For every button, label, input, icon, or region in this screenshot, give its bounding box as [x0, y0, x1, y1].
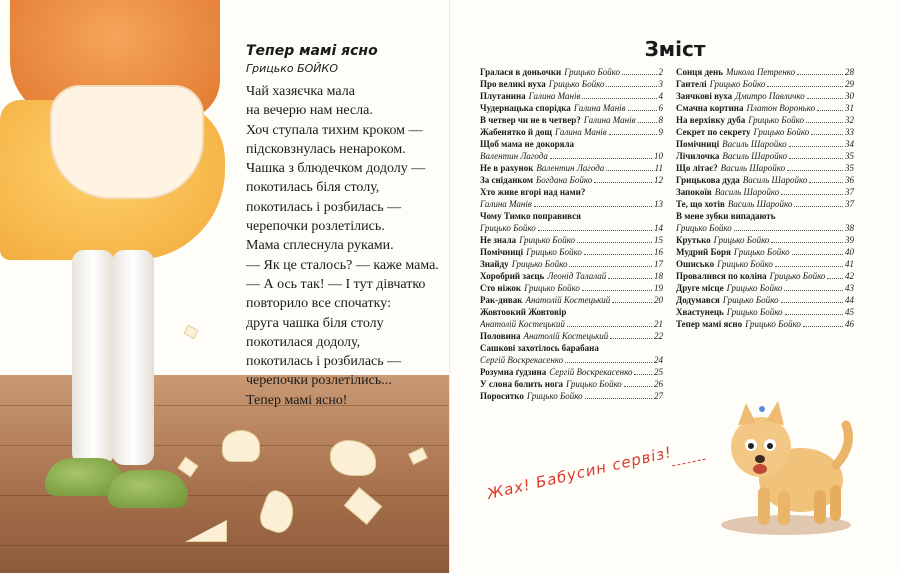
entry-author: Сергій Воскрекасенко [549, 367, 633, 377]
dot-leader [594, 182, 652, 183]
contents-entry[interactable] [480, 114, 663, 126]
entry-author: Грицько Бойко [676, 223, 732, 233]
dot-leader [584, 254, 652, 255]
contents-entry[interactable] [676, 246, 854, 258]
dot-leader [628, 110, 657, 111]
contents-entry[interactable] [480, 342, 663, 366]
entry-author: Грицько Бойко [524, 283, 580, 293]
contents-entry[interactable] [676, 138, 854, 150]
contents-entry[interactable] [480, 330, 663, 342]
entry-page-number: 28 [845, 67, 854, 77]
entry-page-number: 11 [654, 163, 663, 173]
entry-author: Грицько Бойко [480, 223, 536, 233]
entry-page-number: 37 [845, 187, 854, 197]
entry-title: Розумна ґудзина [480, 367, 547, 377]
contents-entry[interactable] [480, 162, 663, 174]
entry-author: Грицько Бойко [564, 67, 620, 77]
entry-author: Василь Шаройко [727, 199, 793, 209]
dot-leader [794, 206, 843, 207]
entry-page-number: 30 [845, 91, 854, 101]
entry-title: Сто ніжок [480, 283, 522, 293]
contents-entry[interactable] [676, 114, 854, 126]
entry-title: Щоб мама не докоряла [480, 139, 574, 149]
entry-author: Грицько Бойко [733, 247, 790, 257]
entry-title: Додумався [676, 295, 720, 305]
contents-entry[interactable] [480, 210, 663, 234]
dog-illustration [706, 395, 856, 535]
entry-author: Валентин Лагода [480, 151, 548, 161]
entry-author: Галина Манів [583, 115, 636, 125]
dot-leader [792, 254, 843, 255]
dot-leader [827, 278, 843, 279]
dot-leader [811, 134, 843, 135]
dot-leader [807, 98, 843, 99]
poem-line: друга чашка біля столу [246, 315, 384, 331]
left-leg [72, 250, 114, 465]
contents-entry[interactable] [480, 294, 663, 306]
dot-leader [624, 386, 652, 387]
poem-line: Хоч ступала тихим кроком — [246, 122, 423, 138]
entry-title: Запокоїв [676, 187, 712, 197]
dot-leader [771, 242, 843, 243]
entry-page-number: 21 [654, 319, 663, 329]
entry-title: Крутько [676, 235, 711, 245]
entry-page-number: 31 [845, 103, 854, 113]
contents-entry[interactable] [480, 186, 663, 210]
entry-title: Сонця день [676, 67, 723, 77]
poem-line: черепочки розлетілись. [246, 219, 385, 235]
contents-entry[interactable] [480, 234, 663, 246]
cup-shard [222, 430, 260, 462]
dot-leader [612, 302, 652, 303]
dot-leader [817, 110, 843, 111]
contents-entry[interactable] [480, 90, 663, 102]
entry-title: Про великі вуха [480, 79, 546, 89]
dot-leader [606, 170, 652, 171]
entry-author: Грицько Бойко [722, 295, 779, 305]
poem-line: підсковзнулась ненароком. [246, 141, 406, 157]
entry-title: Гралася в доньочки [480, 67, 562, 77]
entry-page-number: 4 [658, 91, 663, 101]
entry-page-number: 35 [845, 163, 854, 173]
entry-page-number: 17 [654, 259, 663, 269]
entry-title: В мене зубки випадають [676, 211, 776, 221]
entry-author: Грицько Бойко [717, 259, 773, 269]
entry-title: Хоробрий заєць [480, 271, 545, 281]
entry-author: Грицько Бойко [726, 307, 783, 317]
entry-page-number: 43 [845, 283, 854, 293]
entry-title: Половина [480, 331, 521, 341]
entry-author: Дмитро Павличко [735, 91, 805, 101]
entry-author: Галина Манів [528, 91, 581, 101]
dot-leader [582, 290, 652, 291]
dot-leader [534, 206, 652, 207]
entry-page-number: 2 [658, 67, 663, 77]
entry-author: Грицько Бойко [519, 235, 575, 245]
contents-entry[interactable] [480, 390, 663, 402]
contents-entry[interactable] [676, 294, 854, 306]
entry-author: Грицько Бойко [526, 391, 583, 401]
dot-leader [784, 290, 843, 291]
dot-leader [622, 74, 657, 75]
dot-leader [565, 362, 652, 363]
dot-leader [610, 338, 652, 339]
dot-leader [550, 158, 652, 159]
dot-leader [606, 86, 656, 87]
entry-page-number: 42 [845, 271, 854, 281]
dashed-pointer [672, 458, 705, 466]
entry-page-number: 10 [654, 151, 663, 161]
dot-leader [803, 326, 843, 327]
entry-author: Анатолій Костецький [525, 295, 611, 305]
entry-author: Платон Воронько [746, 103, 816, 113]
entry-author: Василь Шаройко [742, 175, 808, 185]
entry-title: Друге місце [676, 283, 724, 293]
poem-line: — А ось так! — І тут дівчатко [246, 276, 426, 292]
entry-author: Микола Петренко [725, 67, 796, 77]
entry-author: Грицько Бойко [709, 79, 766, 89]
entry-title: Хто живе вгорі над нами? [480, 187, 586, 197]
contents-entry[interactable] [480, 102, 663, 114]
entry-author: Грицько Бойко [526, 247, 582, 257]
entry-page-number: 37 [845, 199, 854, 209]
entry-page-number: 15 [654, 235, 663, 245]
entry-page-number: 26 [654, 379, 663, 389]
entry-page-number: 25 [654, 367, 663, 377]
entry-page-number: 8 [658, 115, 663, 125]
contents-entry[interactable] [676, 282, 854, 294]
entry-title: Грицькова дуда [676, 175, 740, 185]
entry-author: Грицько Бойко [745, 319, 801, 329]
entry-author: Галина Манів [554, 127, 607, 137]
entry-page-number: 22 [654, 331, 663, 341]
contents-entry[interactable] [480, 66, 663, 78]
contents-entry[interactable] [676, 270, 854, 282]
dot-leader [789, 146, 843, 147]
entry-title: Мудрий Боря [676, 247, 731, 257]
entry-author: Валентин Лагода [536, 163, 605, 173]
entry-page-number: 39 [845, 235, 854, 245]
contents-entry[interactable] [676, 210, 854, 234]
entry-title: Рак-дивак [480, 295, 523, 305]
entry-page-number: 46 [845, 319, 854, 329]
entry-title: Смачна кортина [676, 103, 744, 113]
entry-page-number: 19 [654, 283, 663, 293]
right-leg [112, 250, 154, 465]
poem-text [246, 82, 439, 410]
entry-title: Помічниці [676, 139, 720, 149]
contents-entry[interactable] [676, 102, 854, 114]
entry-page-number: 40 [845, 247, 854, 257]
contents-entry[interactable] [676, 90, 854, 102]
entry-title: Заячкові вуха [676, 91, 733, 101]
contents-entry[interactable] [480, 126, 663, 138]
entry-title: Чудернацька спорідка [480, 103, 571, 113]
cup-shard [183, 325, 198, 340]
entry-author: Грицько Бойко [769, 271, 826, 281]
poem-line: — Як це сталось? — каже мама. [246, 257, 439, 273]
contents-entry[interactable] [480, 306, 663, 330]
poem-line: повторило все спочатку: [246, 296, 391, 312]
contents-entry[interactable] [480, 78, 663, 90]
entry-author: Василь Шаройко [714, 187, 780, 197]
contents-entry[interactable] [480, 366, 663, 378]
contents-entry[interactable] [676, 162, 854, 174]
entry-title: Те, що хотів [676, 199, 725, 209]
entry-author: Василь Шаройко [720, 163, 786, 173]
contents-entry[interactable] [676, 234, 854, 246]
entry-author: Василь Шаройко [722, 139, 787, 149]
poem-line: покотилась біля столу, [246, 180, 380, 196]
poem-line: на вечерю нам несла. [246, 103, 373, 119]
dot-leader [585, 398, 652, 399]
entry-page-number: 14 [654, 223, 663, 233]
contents-entry[interactable] [480, 174, 663, 186]
poem-line: черепочки розлетілись... [246, 373, 392, 389]
entry-page-number: 18 [654, 271, 663, 281]
dot-leader [634, 374, 652, 375]
dot-leader [787, 170, 843, 171]
dot-leader [569, 266, 652, 267]
exclamation-text: Жах! Бабусин сервіз! [485, 442, 674, 504]
entry-author: Грицько Бойко [753, 127, 810, 137]
entry-title: Жабенятко й дощ [480, 127, 552, 137]
entry-author: Галина Манів [573, 103, 626, 113]
poem-line: Тепер мамі ясно! [246, 392, 348, 408]
entry-author: Сергій Воскрекасенко [480, 355, 564, 365]
entry-title: Тепер мамі ясно [676, 319, 743, 329]
entry-page-number: 34 [845, 139, 854, 149]
contents-entry[interactable] [480, 282, 663, 294]
dot-leader [797, 74, 843, 75]
poem-line: покотилась і розбилась — [246, 354, 402, 370]
contents-title: Зміст [644, 37, 706, 61]
entry-title: Жовтоокий Жовтовір [480, 307, 567, 317]
entry-author: Грицько Бойко [748, 115, 804, 125]
dot-leader [767, 86, 843, 87]
entry-author: Грицько Бойко [726, 283, 783, 293]
dot-leader [582, 98, 656, 99]
entry-title: Секрет по секрету [676, 127, 751, 137]
entry-title: Хвастунець [676, 307, 724, 317]
poem-author: Грицько БОЙКО [246, 62, 339, 75]
dot-leader [538, 230, 652, 231]
dot-leader [608, 278, 652, 279]
contents-entry[interactable] [676, 258, 854, 270]
dot-leader [785, 314, 843, 315]
entry-page-number: 13 [654, 199, 663, 209]
dot-leader [734, 230, 843, 231]
entry-author: Анатолій Костецький [523, 331, 609, 341]
contents-entry[interactable] [676, 126, 854, 138]
contents-entry[interactable] [676, 186, 854, 198]
entry-page-number: 3 [658, 79, 663, 89]
entry-title: У слона болить нога [480, 379, 564, 389]
entry-page-number: 24 [654, 355, 663, 365]
poem-line: покотилась і розбилась — [246, 199, 402, 215]
entry-author: Василь Шаройко [722, 151, 787, 161]
entry-author: Леонід Талалай [547, 271, 607, 281]
contents-column-right [676, 66, 854, 330]
entry-title: Лічилочка [676, 151, 720, 161]
right-shoe [108, 470, 188, 508]
contents-entry[interactable] [676, 150, 854, 162]
dot-leader [781, 194, 843, 195]
dot-leader [789, 158, 843, 159]
entry-page-number: 32 [845, 115, 854, 125]
entry-title: Не знала [480, 235, 517, 245]
entry-page-number: 45 [845, 307, 854, 317]
poem-line: Чай хазяєчка мала [246, 84, 355, 99]
dot-leader [809, 182, 843, 183]
entry-title: Гантелі [676, 79, 707, 89]
contents-entry[interactable] [480, 246, 663, 258]
entry-page-number: 6 [658, 103, 663, 113]
entry-title: Поросятко [480, 391, 524, 401]
entry-author: Грицько Бойко [511, 259, 568, 269]
white-apron [50, 85, 204, 199]
contents-entry[interactable] [480, 270, 663, 282]
entry-page-number: 41 [845, 259, 854, 269]
entry-title: Знайду [480, 259, 509, 269]
entry-page-number: 9 [658, 127, 663, 137]
entry-page-number: 16 [654, 247, 663, 257]
entry-title: Чому Тимко поправився [480, 211, 581, 221]
contents-entry[interactable] [676, 306, 854, 318]
entry-author: Грицько Бойко [548, 79, 605, 89]
entry-author: Грицько Бойко [566, 379, 622, 389]
entry-page-number: 29 [845, 79, 854, 89]
entry-page-number: 44 [845, 295, 854, 305]
dot-leader [567, 326, 652, 327]
contents-column-left [480, 66, 663, 402]
entry-title: Провалився по коліна [676, 271, 767, 281]
dot-leader [781, 302, 843, 303]
entry-page-number: 12 [654, 175, 663, 185]
poem-line: покотилася додолу, [246, 334, 361, 350]
dot-leader [638, 122, 657, 123]
poem-title: Тепер мамі ясно [246, 43, 378, 59]
entry-page-number: 35 [845, 151, 854, 161]
contents-entry[interactable] [676, 66, 854, 78]
entry-title: Помічниці [480, 247, 524, 257]
entry-page-number: 33 [845, 127, 854, 137]
entry-title: Плутанина [480, 91, 526, 101]
entry-title: В четвер чи не в четвер? [480, 115, 581, 125]
entry-author: Галина Манів [480, 199, 532, 209]
entry-title: Ошисько [676, 259, 715, 269]
poem-line: Чашка з блюдечком додолу — [246, 161, 426, 177]
entry-title: На верхівку дуба [676, 115, 746, 125]
entry-author: Грицько Бойко [713, 235, 770, 245]
entry-title: За сніданком [480, 175, 533, 185]
right-page [450, 0, 900, 573]
contents-entry[interactable] [676, 318, 854, 330]
entry-page-number: 36 [845, 175, 854, 185]
contents-entry[interactable] [676, 78, 854, 90]
entry-page-number: 38 [845, 223, 854, 233]
entry-author: Анатолій Костецький [480, 319, 565, 329]
dot-leader [806, 122, 843, 123]
contents-entry[interactable] [480, 258, 663, 270]
contents-entry[interactable] [676, 198, 854, 210]
dot-leader [609, 134, 657, 135]
contents-entry[interactable] [480, 378, 663, 390]
contents-entry[interactable] [480, 138, 663, 162]
dot-leader [775, 266, 843, 267]
entry-page-number: 20 [654, 295, 663, 305]
entry-author: Богдана Бойко [535, 175, 593, 185]
contents-entry[interactable] [676, 174, 854, 186]
entry-title: Не в рахунок [480, 163, 534, 173]
entry-page-number: 27 [654, 391, 663, 401]
poem-line: Мама сплеснула руками. [246, 238, 394, 254]
entry-title: Що літає? [676, 163, 718, 173]
entry-title: Сашкові захотілось барабана [480, 343, 599, 353]
dot-leader [577, 242, 652, 243]
